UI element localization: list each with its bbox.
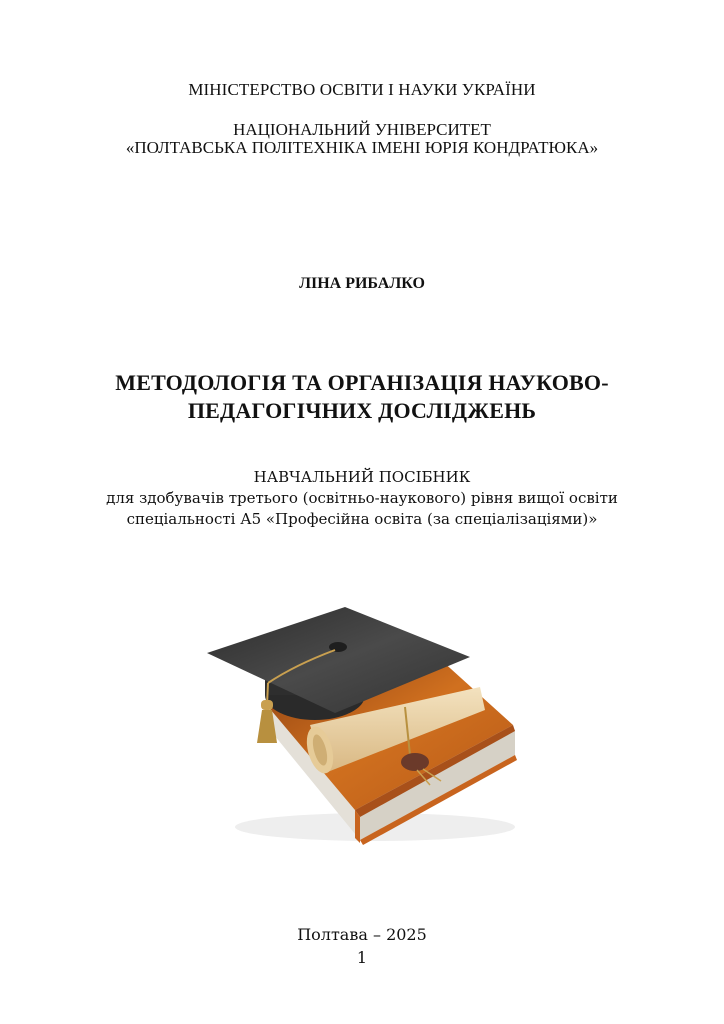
book-title-line2: ПЕДАГОГІЧНИХ ДОСЛІДЖЕНЬ [187,398,537,423]
author-name: ЛІНА РИБАЛКО [299,275,425,292]
publication-type: НАВЧАЛЬНИЙ ПОСІБНИК [253,468,471,486]
ministry-heading: МІНІСТЕРСТВО ОСВІТИ І НАУКИ УКРАЇНИ [188,80,536,99]
specialty-description: спеціальності А5 «Професійна освіта (за спеціалізаціями)» [126,510,598,528]
page-number: 1 [356,948,368,967]
audience-description: для здобувачів третього (освітньо-наукового) рівня вищої освіти [106,489,618,507]
university-name-line2: «ПОЛТАВСЬКА ПОЛІТЕХНІКА ІМЕНІ ЮРІЯ КОНДРАТЮКА» [125,138,599,157]
book-title-line1: МЕТОДОЛОГІЯ ТА ОРГАНІЗАЦІЯ НАУКОВО- [115,370,609,395]
city-year: Полтава – 2025 [297,925,427,944]
university-name-line1: НАЦІОНАЛЬНИЙ УНІВЕРСИТЕТ [233,120,491,139]
graduation-cap-diploma-book-icon [195,595,525,850]
